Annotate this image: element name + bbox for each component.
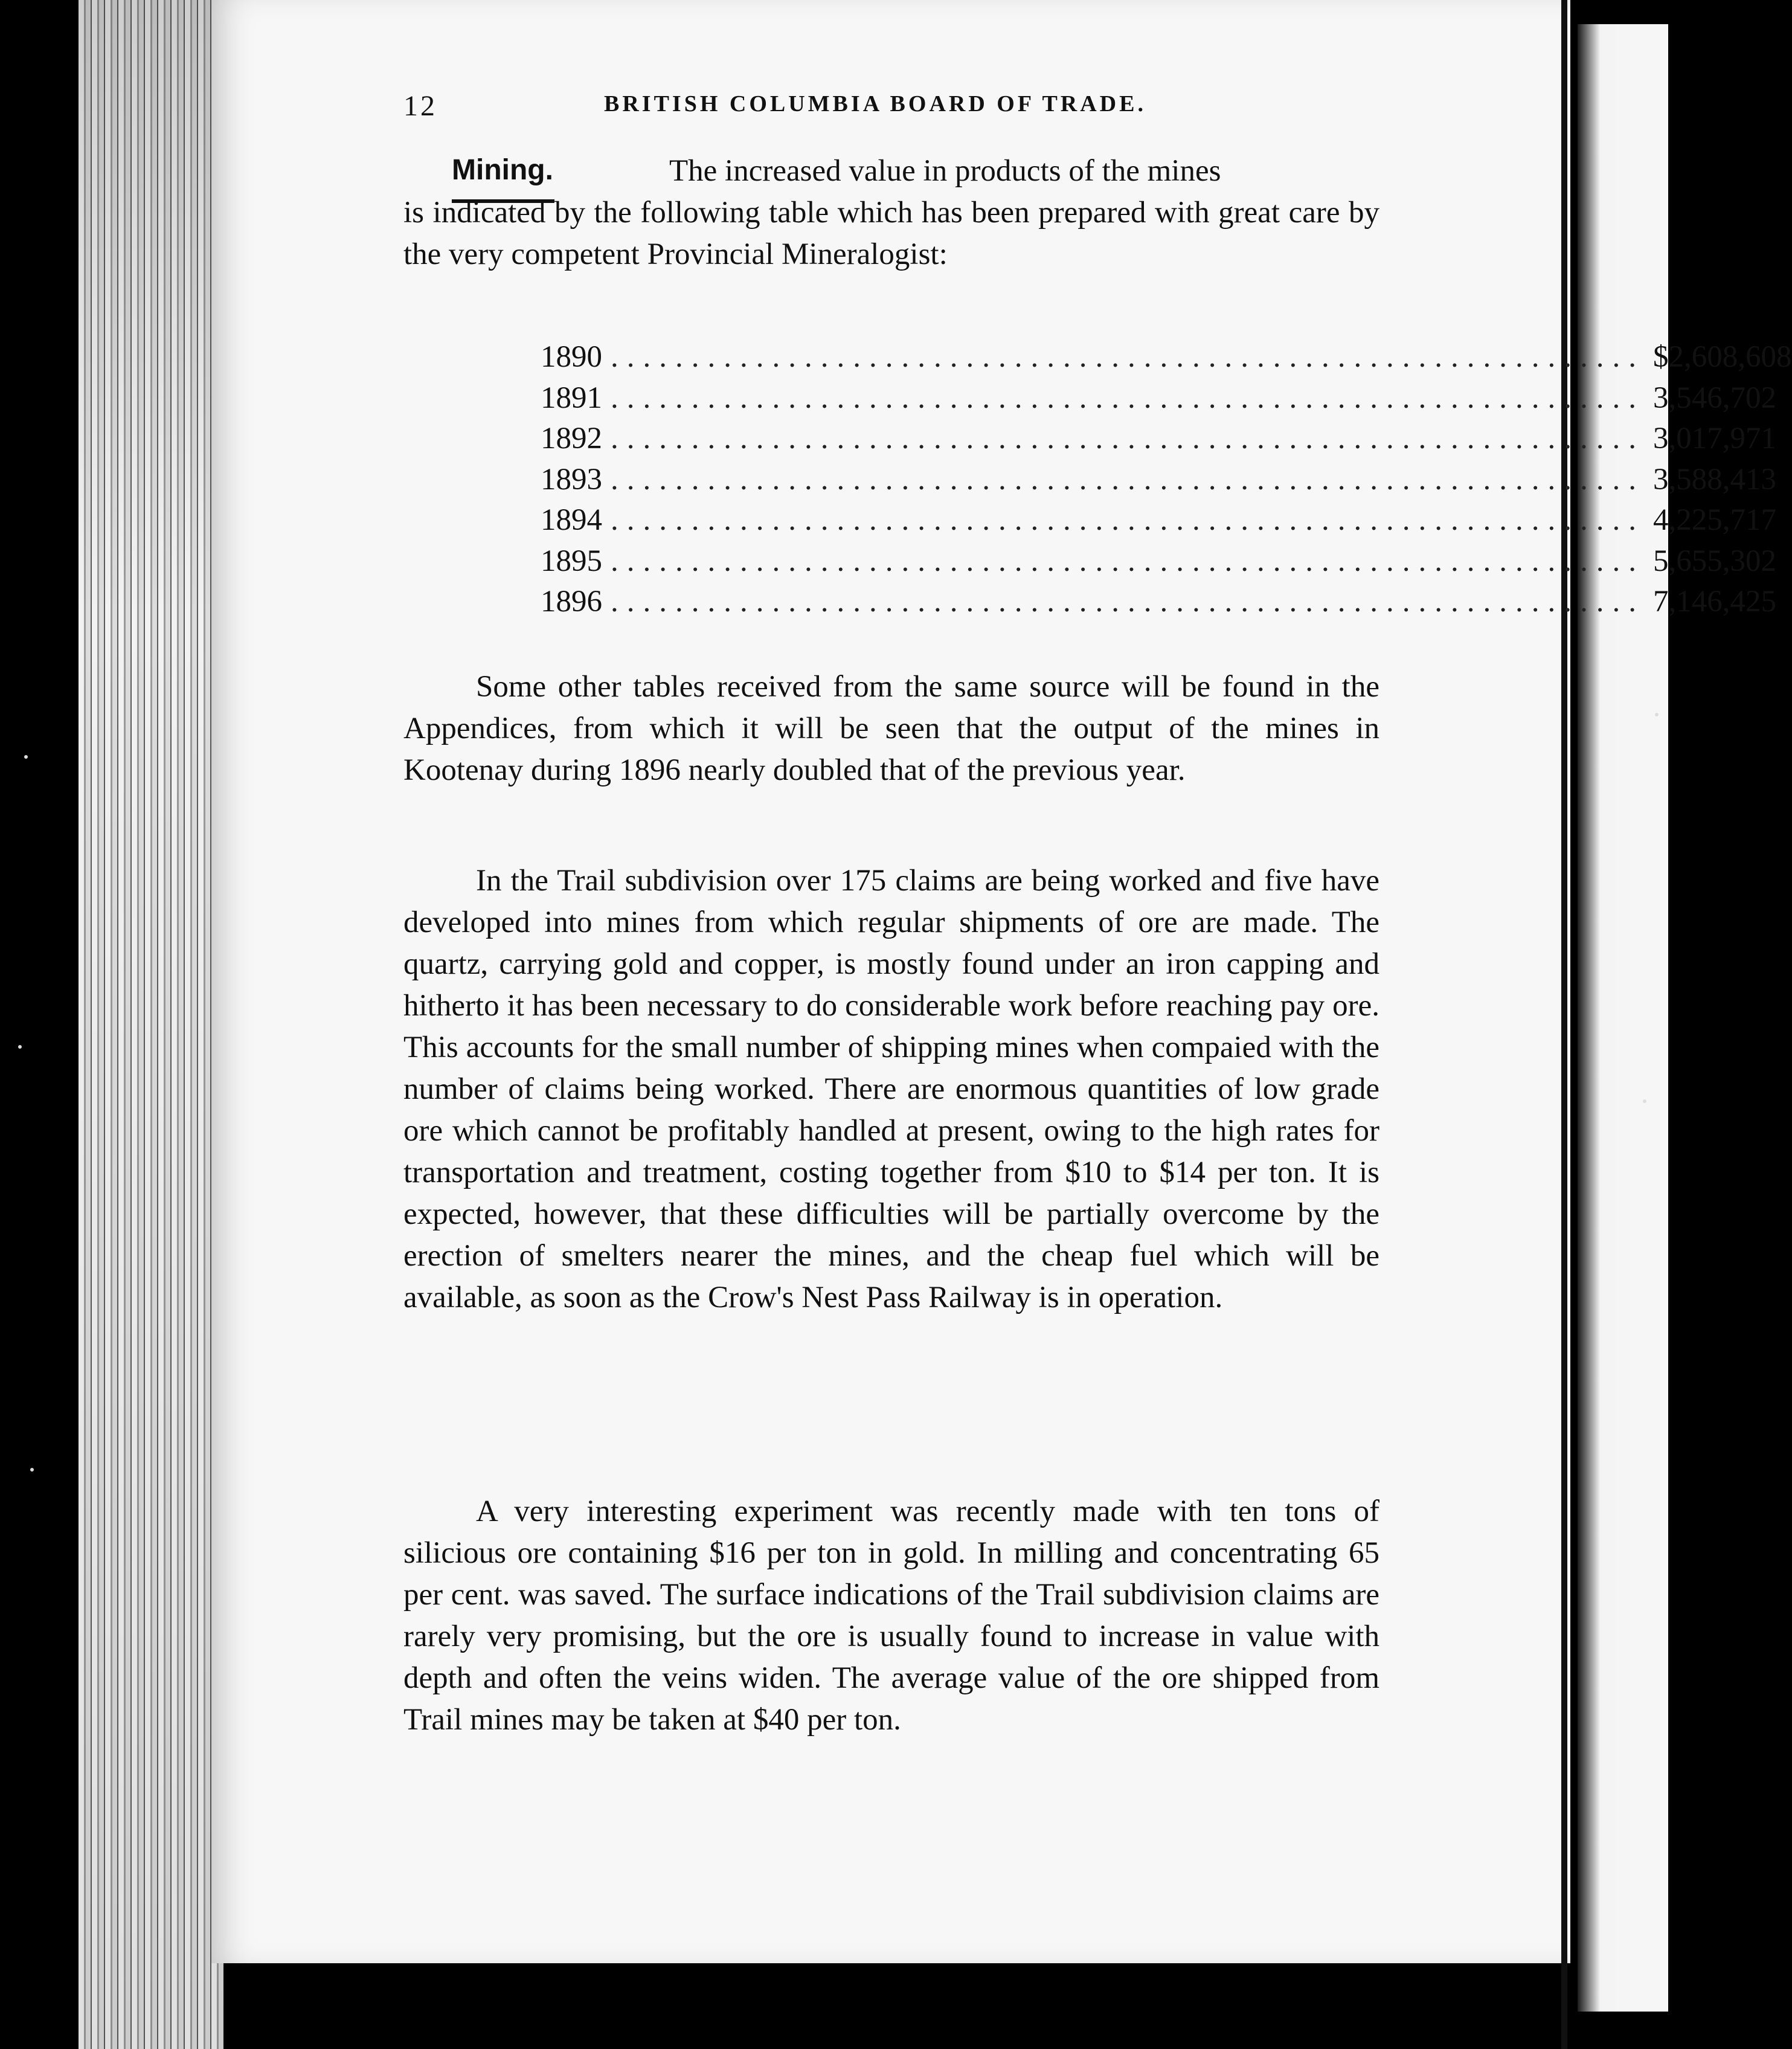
dot-leader: ................................................................ <box>611 340 1645 374</box>
scan-speck <box>1655 713 1659 716</box>
scan-speck <box>1643 1099 1646 1103</box>
mineral-output-table <box>541 337 1792 623</box>
facing-page-strip <box>1578 24 1668 2012</box>
scan-speck <box>24 755 28 759</box>
table-row <box>541 541 1776 582</box>
row-value: $2,608,608 <box>1653 340 1792 374</box>
dot-leader: ................................................................ <box>611 544 1645 578</box>
table-row <box>541 460 1776 501</box>
row-year: 1894 <box>541 503 602 537</box>
page-number: 12 <box>403 90 437 122</box>
row-year: 1891 <box>541 381 602 415</box>
paragraph-experiment: A very interesting experiment was recently made with ten tons of silicious ore containing $16 per ton in gold. In milling and concentrating 65 per cent. was saved. The surface indications of the Trail subdivision claims are rarely very promising, but the ore is usually found to increase in value with depth and often the veins widen. The average value of the ore shipped from Trail mines may be taken at $40 per ton. <box>403 1494 1379 1737</box>
row-value: 3,588,413 <box>1653 462 1776 497</box>
scan-speck <box>30 1468 34 1472</box>
intro-first-line: The increased value in products of the mines <box>669 154 1221 188</box>
paragraph-trail-subdivision: In the Trail subdivision over 175 claims are being worked and five have developed into mines from which regular shipments of ore are made. The quartz, carrying gold and copper, is mostly found under an iron capping and hitherto it has been necessary to do considerable work before reaching pay ore. This accounts for the small number of shipping mines when compaied with the number of claims being worked. There are enormous quantities of low grade ore which cannot be profitably handled at present, owing to the high rates for transportation and treatment, costing together from $10 to $14 per ton. It is expected, however, that these difficulties will be partially overcome by the erection of smelters nearer the mines, and the cheap fuel which will be available, as soon as the Crow's Nest Pass Railway is in operation. <box>403 864 1379 1314</box>
row-year: 1896 <box>541 585 602 619</box>
table-row <box>541 582 1776 623</box>
row-value: 4,225,717 <box>1653 503 1776 537</box>
intro-continuation <box>403 192 1379 275</box>
row-value: 7,146,425 <box>1653 585 1776 619</box>
scan-speck <box>18 1045 22 1049</box>
table-row <box>541 419 1776 460</box>
page-stack-shading <box>79 0 223 2049</box>
dot-leader: ................................................................ <box>611 585 1645 619</box>
table-row <box>541 378 1776 419</box>
row-year: 1892 <box>541 422 602 455</box>
dot-leader: ................................................................ <box>611 503 1645 537</box>
running-title: BRITISH COLUMBIA BOARD OF TRADE. <box>604 91 1146 117</box>
row-year: 1890 <box>541 340 602 374</box>
row-value: 3,017,971 <box>1653 422 1776 455</box>
row-year: 1893 <box>541 462 602 497</box>
table-row <box>541 337 1792 378</box>
dot-leader: ................................................................ <box>611 462 1645 497</box>
dot-leader: ................................................................ <box>611 422 1645 455</box>
gutter-line <box>1561 0 1567 2049</box>
intro-paragraph <box>403 150 1379 275</box>
paragraph-appendices: Some other tables received from the same source will be found in the Appendices, from which it will be seen that the output of the mines in Kootenay during 1896 nearly doubled that of the previous year. <box>403 670 1379 787</box>
table-row <box>541 500 1776 541</box>
section-heading: Mining. <box>452 154 553 186</box>
row-year: 1895 <box>541 544 602 578</box>
row-value: 5,655,302 <box>1653 544 1776 578</box>
intro-rest-text: is indicated by the following table which has been prepared with great care by the very competent Provincial Mineralogist: <box>403 196 1379 271</box>
dot-leader: ................................................................ <box>611 381 1645 415</box>
row-value: 3,546,702 <box>1653 381 1776 415</box>
